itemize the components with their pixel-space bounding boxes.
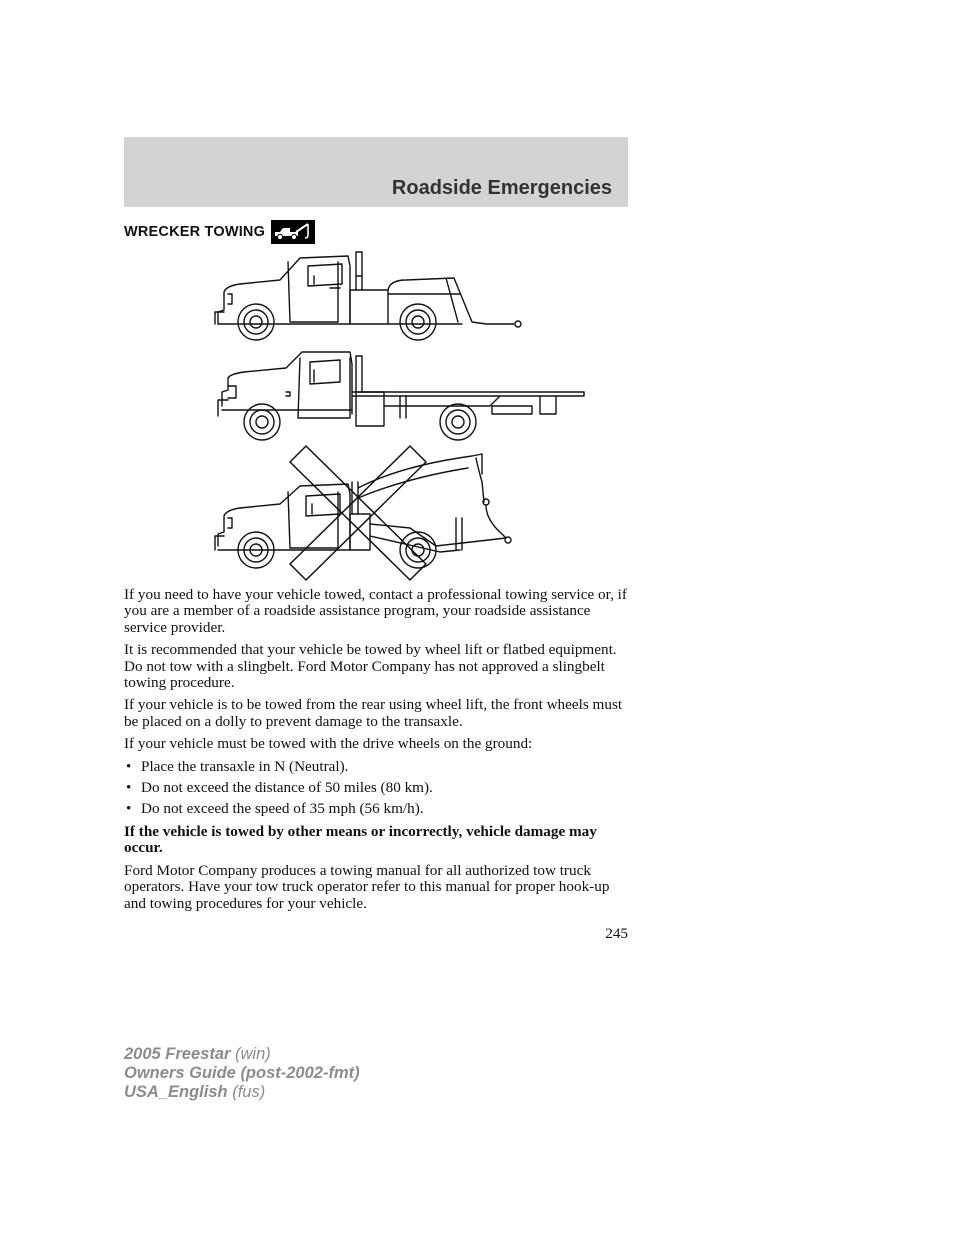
section-heading-text: WRECKER TOWING [124, 224, 266, 240]
list-item: • Do not exceed the distance of 50 miles (80 km). [124, 780, 628, 796]
tow-truck-icon [271, 220, 315, 244]
paragraph: If your vehicle must be towed with the drive wheels on the ground: [124, 735, 533, 753]
wheel-lift-truck-illustration [215, 252, 521, 340]
footer-guide: Owners Guide (post-2002-fmt) [124, 1064, 360, 1082]
body-text [124, 587, 628, 918]
page-title: Roadside Emergencies [391, 177, 612, 199]
footer-model-code: (win) [230, 1045, 271, 1063]
paragraph: If your vehicle is to be towed from the rear using wheel lift, the front wheels must be placed on a dolly to prevent damage to the transaxle. [124, 696, 623, 730]
list-item: • Place the transaxle in N (Neutral). [124, 759, 628, 775]
paragraph: It is recommended that your vehicle be towed by wheel lift or flatbed equipment. Do not tow with a slingbelt. Ford Motor Company has not approved a slingbelt towing procedure. [124, 641, 617, 692]
footer-line [124, 1045, 360, 1064]
section-heading [124, 220, 315, 244]
paragraph: If you need to have your vehicle towed, contact a professional towing service or, if you are a member of a roadside assistance program, your roadside assistance service provider. [124, 586, 627, 636]
sling-tow-truck-crossed-illustration [215, 446, 511, 580]
page-number: 245 [605, 925, 628, 942]
footer-model: 2005 Freestar [124, 1045, 231, 1063]
footer-line [124, 1083, 360, 1102]
header-band [124, 137, 628, 207]
footer-locale-code: (fus) [227, 1083, 266, 1101]
list-item: • Do not exceed the speed of 35 mph (56 km/h). [124, 801, 628, 817]
towing-methods-illustration [210, 246, 600, 586]
paragraph: Ford Motor Company produces a towing manual for all authorized tow truck operators. Have your tow truck operator refer to this manual for proper hook-up and towing procedures for your vehicle. [124, 861, 610, 912]
footer-line [124, 1064, 360, 1083]
warning-text: If the vehicle is towed by other means or incorrectly, vehicle damage may occur. [124, 822, 597, 857]
flatbed-truck-illustration [218, 352, 584, 440]
footer-locale: USA_English [124, 1083, 228, 1101]
bullet-list [124, 759, 628, 818]
document-footer [124, 1045, 360, 1102]
